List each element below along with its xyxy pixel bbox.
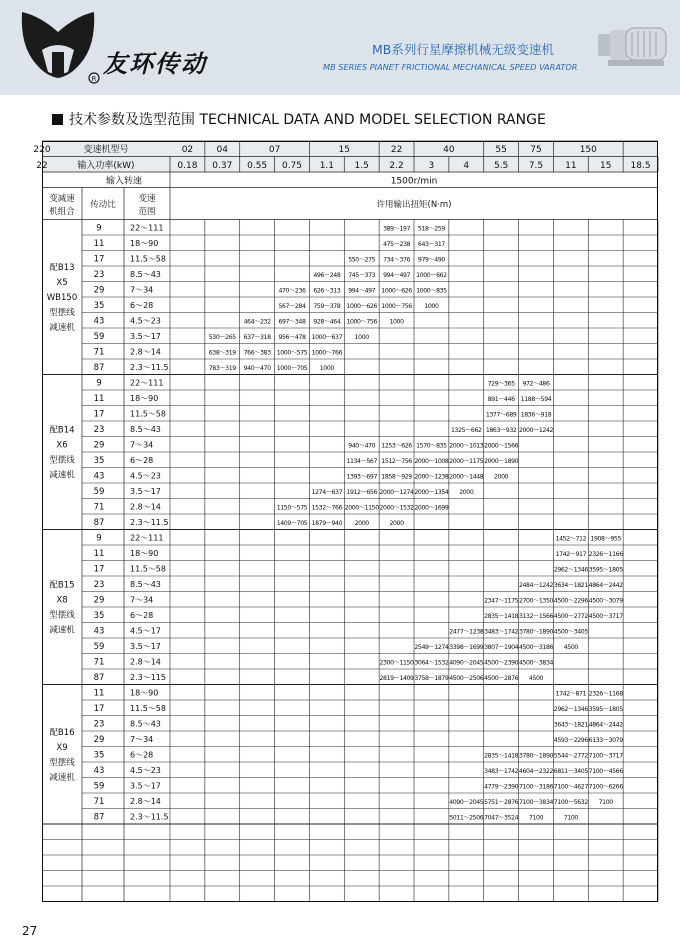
torque-cell: 1000～756 (346, 318, 377, 326)
torque-cell: 4090～2045 (449, 659, 484, 667)
group-label: 型摆线 (49, 610, 75, 621)
range-cell: 2.8～14 (130, 657, 161, 667)
model-value: 40 (443, 145, 455, 155)
torque-cell: 891～446 (487, 396, 515, 403)
range-cell: 2.8～14 (130, 502, 161, 512)
ratio-cell: 87 (93, 673, 105, 683)
torque-cell: 1188～594 (520, 396, 552, 403)
svg-text:R: R (91, 75, 97, 83)
torque-cell: 496～248 (313, 272, 341, 279)
group-label: WB150 (46, 293, 78, 303)
power-value: 1.5 (354, 161, 369, 171)
torque-cell: 2000～1274 (379, 489, 414, 496)
torque-cell: 4500～3186 (518, 644, 554, 651)
torque-cell: 697～348 (278, 318, 306, 326)
torque-cell: 3758～1879 (414, 675, 449, 682)
torque-cell: 4500 (528, 675, 544, 682)
ratio-cell: 23 (93, 270, 105, 280)
torque-cell: 5544～2772 (553, 752, 588, 760)
bullet-square-icon (52, 114, 63, 125)
power-value: 18.5 (630, 161, 651, 171)
speed-label: 输入转速 (105, 176, 143, 187)
group-label: 减速机 (49, 470, 75, 481)
torque-cell: 2549～1274 (414, 644, 449, 651)
torque-cell: 4090～2045 (449, 799, 484, 806)
section-title (52, 109, 546, 129)
power-value: 3 (428, 161, 435, 171)
range-cell: 4.5～23 (130, 471, 161, 481)
ratio-cell: 29 (93, 595, 105, 606)
torque-cell: 626～313 (313, 287, 341, 295)
torque-cell: 1253～626 (381, 442, 412, 450)
group-label: 配B14 (49, 425, 75, 436)
torque-cell: 7100～3834 (518, 799, 554, 806)
torque-cell: 7100 (598, 799, 613, 806)
torque-cell: 972～486 (522, 380, 550, 388)
torque-cell: 1000～626 (381, 287, 412, 295)
torque-cell: 2000 (354, 520, 369, 527)
torque-cell: 1134～567 (346, 458, 377, 465)
ratio-cell: 59 (93, 487, 105, 497)
torque-cell: 464～232 (243, 318, 271, 326)
ratio-cell: 71 (93, 502, 105, 513)
model-value: 02 (181, 145, 194, 155)
torque-cell: 1000 (389, 318, 404, 326)
power-value: 0.18 (177, 161, 198, 171)
combo-header-line1: 变减速 (49, 194, 75, 204)
torque-cell: 2000～1175 (449, 458, 484, 465)
range-cell: 7～34 (130, 595, 154, 605)
section-title-text: 技术参数及选型范围 TECHNICAL DATA AND MODEL SELECTION RANGE (69, 112, 546, 128)
group-label: 型摆线 (49, 308, 75, 318)
model-value: 04 (216, 145, 229, 155)
ratio-cell: 43 (93, 626, 105, 637)
ratio-cell: 87 (93, 363, 105, 373)
torque-cell: 7100～6266 (588, 783, 623, 791)
torque-cell: 766～383 (243, 349, 271, 357)
torque-cell: 637～318 (243, 334, 271, 341)
torque-cell: 2000～1890 (484, 458, 519, 465)
range-cell: 11.5～58 (130, 254, 166, 264)
range-cell: 3.5～17 (130, 781, 161, 791)
ratio-cell: 43 (93, 766, 105, 776)
model-value: 15 (338, 145, 351, 155)
group-label: 减速机 (49, 772, 75, 783)
torque-cell: 3483～1742 (484, 628, 519, 636)
ratio-cell: 11 (93, 688, 105, 699)
range-cell: 4.5～17 (130, 626, 161, 636)
group-label: 型摆线 (49, 455, 75, 466)
model-value: 07 (268, 145, 281, 155)
page-header (0, 0, 680, 95)
torque-cell: 1000～626 (346, 303, 377, 310)
ratio-cell: 59 (93, 332, 105, 342)
group-label: 减速机 (49, 625, 75, 636)
torque-cell: 4593～2296 (553, 737, 588, 744)
torque-cell: 7100 (563, 814, 578, 822)
model-value: 150 (579, 145, 597, 155)
torque-cell: 940～470 (243, 365, 271, 372)
range-cell: 22～111 (130, 533, 164, 543)
power-value: 7.5 (528, 161, 544, 171)
range-cell: 7～34 (130, 440, 154, 450)
range-cell: 2.3～11.5 (130, 812, 169, 822)
range-cell: 6～28 (130, 301, 154, 310)
range-cell: 8.5～43 (130, 580, 161, 589)
motor-product-icon (596, 22, 672, 74)
ratio-cell: 9 (96, 533, 102, 544)
torque-cell: 994～497 (383, 272, 411, 279)
ratio-cell: 11 (93, 239, 105, 249)
brand-name: 友环传动 (103, 49, 207, 78)
page-number: 27 (22, 924, 38, 938)
torque-cell: 1908～955 (590, 535, 621, 543)
torque-cell: 3132～1566 (518, 613, 554, 620)
range-cell: 18～90 (130, 239, 159, 248)
selection-table (33, 141, 658, 905)
ratio-cell: 23 (93, 719, 105, 730)
torque-cell: 1742～871 (555, 690, 587, 698)
torque-cell: 1000～835 (416, 287, 447, 295)
power-value: 11 (565, 161, 577, 171)
torque-cell: 3483～1742 (484, 768, 519, 775)
torque-cell: 745～373 (348, 272, 376, 279)
group-label: 配B15 (49, 580, 75, 591)
range-cell: 18～90 (130, 394, 159, 403)
range-cell: 2.8～14 (130, 347, 161, 357)
torque-cell: 2000～1008 (414, 458, 449, 465)
torque-cell: 4864～2442 (588, 582, 623, 589)
ratio-cell: 59 (93, 642, 105, 652)
torque-cell: 4604～2322 (518, 768, 554, 775)
torque-cell: 1452～712 (555, 535, 587, 543)
group-label: X8 (56, 595, 68, 606)
torque-cell: 2347～1175 (484, 597, 519, 605)
torque-cell: 475～238 (383, 241, 411, 248)
ratio-cell: 11 (93, 549, 105, 559)
range-cell: 7～34 (130, 285, 154, 295)
torque-cell: 4500～2296 (553, 597, 588, 605)
ratio-cell: 17 (93, 409, 105, 420)
ratio-cell: 43 (93, 316, 105, 327)
ratio-cell: 9 (96, 378, 102, 389)
ratio-cell: 29 (93, 440, 105, 451)
torque-cell: 2000～1566 (484, 442, 519, 450)
torque-cell: 3780～1890 (518, 752, 554, 760)
group-label: X6 (56, 440, 68, 451)
header-title-en: MB SERIES PIANET FRICTIONAL MECHANICAL SPEED VARATOR (323, 62, 578, 72)
range-cell: 18～90 (130, 688, 159, 698)
ratio-cell: 87 (93, 518, 105, 528)
torque-cell: 2835～1418 (484, 613, 519, 620)
torque-cell: 1000～705 (276, 365, 308, 372)
range-header-line1: 变速 (138, 194, 156, 204)
torque-cell: 7100～5632 (553, 799, 588, 806)
range-cell: 8.5～43 (130, 719, 161, 729)
torque-cell: 1000～756 (381, 303, 412, 310)
torque-cell: 4500 (563, 644, 578, 651)
range-cell: 8.5～43 (130, 425, 161, 434)
torque-cell: 3780～1890 (518, 628, 554, 636)
torque-cell: 389～197 (383, 225, 411, 233)
range-cell: 7～34 (130, 735, 154, 744)
torque-cell: 2484～1242 (518, 582, 554, 589)
range-cell: 4.5～23 (130, 316, 161, 326)
group-label: 型摆线 (49, 757, 75, 768)
power-value: 0.55 (247, 161, 268, 171)
ratio-cell: 71 (93, 347, 105, 358)
torque-cell: 940～470 (348, 442, 376, 450)
torque-cell: 550～275 (348, 256, 376, 264)
torque-cell: 567～284 (278, 303, 306, 310)
group-label: 减速机 (49, 323, 75, 333)
torque-cell: 1000 (424, 303, 439, 310)
torque-cell: 1325～662 (451, 427, 482, 434)
torque-cell: 2000～1354 (414, 489, 449, 496)
torque-cell: 4500～3717 (588, 613, 623, 620)
torque-cell: 1512～756 (381, 458, 412, 465)
torque-cell: 783～319 (208, 365, 236, 372)
power-label: 输入功率(kW) (77, 161, 135, 171)
torque-cell: 6811～3405 (553, 768, 588, 775)
ratio-cell: 17 (93, 254, 105, 265)
power-value: 0.75 (281, 161, 303, 171)
torque-cell: 3398～1699 (449, 644, 484, 651)
torque-cell: 979～490 (417, 256, 445, 264)
torque-cell: 2326～1168 (588, 690, 623, 698)
range-cell: 2.8～14 (130, 797, 161, 806)
torque-cell: 2000～1150 (344, 504, 379, 512)
torque-cell: 4500～3079 (588, 597, 623, 605)
torque-cell: 2000～1013 (449, 442, 484, 450)
power-value: 4 (463, 161, 470, 171)
ratio-cell: 11 (93, 394, 105, 404)
torque-cell: 1912～656 (346, 489, 377, 496)
torque-cell: 1879～940 (311, 520, 343, 527)
range-cell: 3.5～17 (130, 642, 161, 651)
torque-cell: 7100～4566 (588, 768, 623, 775)
group-label: 配B13 (49, 263, 75, 273)
torque-cell: 4500～2876 (484, 675, 519, 682)
torque-cell: 643～317 (417, 241, 445, 248)
torque-cell: 1863～932 (485, 427, 517, 434)
ratio-cell: 35 (93, 611, 105, 621)
torque-cell: 928～464 (313, 318, 341, 326)
ratio-cell: 59 (93, 781, 105, 792)
torque-cell: 2000～1448 (449, 473, 484, 481)
torque-cell: 2962～1346 (553, 566, 588, 574)
torque-cell: 759～378 (313, 303, 341, 310)
torque-cell: 3807～1904 (484, 644, 519, 651)
torque-cell: 2000 (389, 520, 404, 527)
torque-cell: 2962～1346 (553, 706, 588, 713)
model-value: 55 (495, 145, 507, 155)
ratio-cell: 35 (93, 301, 105, 311)
torque-cell: 1858～929 (381, 473, 412, 481)
torque-cell: 2819～1409 (379, 675, 414, 682)
torque-cell: 7100～3186 (518, 783, 554, 791)
torque-cell: 1742～917 (555, 551, 587, 558)
ratio-cell: 71 (93, 657, 105, 668)
torque-cell: 1150～575 (276, 504, 308, 512)
torque-cell: 729～365 (487, 380, 515, 388)
torque-cell: 1000～637 (311, 334, 343, 341)
torque-cell: 1836～918 (520, 411, 552, 419)
range-header-line2: 范围 (138, 207, 156, 217)
combo-header-line2: 机组合 (49, 207, 75, 217)
range-cell: 2.3～115 (130, 673, 166, 682)
torque-cell: 1000～575 (276, 349, 308, 357)
torque-cell: 1409～705 (276, 520, 308, 527)
torque-cell: 4779～2390 (484, 783, 519, 791)
range-cell: 22～111 (130, 378, 164, 388)
torque-cell: 1000 (319, 365, 334, 372)
range-cell: 18～90 (130, 549, 159, 558)
ratio-cell: 17 (93, 564, 105, 575)
group-label: X9 (56, 742, 68, 753)
torque-cell: 2000～1242 (518, 427, 554, 434)
ratio-cell: 35 (93, 456, 105, 466)
torque-cell: 1532～766 (311, 504, 343, 512)
torque-cell: 4500～2772 (553, 613, 588, 620)
torque-cell: 734～376 (383, 256, 411, 264)
ratio-cell: 71 (93, 797, 105, 807)
torque-cell: 3634～1821 (553, 582, 588, 589)
range-cell: 11.5～58 (130, 409, 166, 419)
torque-cell: 1377～689 (485, 411, 517, 419)
torque-cell: 994～497 (348, 287, 376, 295)
torque-cell: 4500～3405 (553, 628, 588, 636)
range-cell: 11.5～58 (130, 564, 166, 574)
power-value: 2.2 (389, 161, 404, 171)
range-cell: 11.5～58 (130, 704, 166, 713)
ratio-cell: 43 (93, 471, 105, 482)
ratio-cell: 23 (93, 580, 105, 590)
ratio-cell: 29 (93, 285, 105, 296)
torque-cell: 5751～2876 (484, 799, 519, 806)
range-cell: 4.5～23 (130, 766, 161, 775)
torque-header: 许用输出扭矩(N·m) (376, 200, 452, 210)
torque-cell: 4864～2442 (588, 721, 623, 729)
brand-logo-icon (16, 6, 100, 86)
torque-cell: 2000 (494, 473, 509, 481)
range-cell: 8.5～43 (130, 270, 161, 279)
ratio-cell: 87 (93, 812, 105, 823)
model-value: 220 (33, 145, 51, 155)
header-title-cn: MB系列行星摩擦机械无级变速机 (372, 42, 554, 57)
torque-cell: 518～259 (417, 225, 445, 233)
group-label: 配B16 (49, 727, 75, 738)
ratio-cell: 17 (93, 704, 105, 714)
torque-cell: 3595～1805 (588, 706, 623, 713)
torque-cell: 1000 (354, 334, 369, 341)
torque-cell: 3064～1532 (414, 659, 449, 667)
torque-cell: 638～319 (208, 349, 236, 357)
torque-cell: 1000～662 (416, 272, 447, 279)
range-cell: 2.3～11.5 (130, 363, 169, 372)
torque-cell: 1393～697 (346, 473, 377, 481)
torque-cell: 2000～1699 (414, 504, 449, 512)
torque-cell: 2000 (459, 489, 474, 496)
torque-cell: 2300～1150 (379, 659, 414, 667)
model-value: 75 (530, 145, 542, 155)
torque-cell: 470～236 (278, 287, 306, 295)
torque-cell: 6133～3079 (588, 737, 623, 744)
torque-cell: 2835～1418 (484, 752, 519, 760)
ratio-cell: 23 (93, 425, 105, 435)
torque-cell: 2326～1166 (588, 551, 623, 558)
torque-cell: 7100 (528, 814, 544, 822)
torque-cell: 3643～1821 (553, 721, 588, 729)
torque-cell: 1274～637 (311, 489, 343, 496)
torque-cell: 956～478 (278, 334, 306, 341)
torque-cell: 530～265 (208, 334, 236, 341)
torque-cell: 3595～1805 (588, 566, 623, 574)
ratio-cell: 29 (93, 735, 105, 745)
group-label: X5 (56, 278, 68, 288)
power-value: 22 (36, 161, 48, 171)
power-value: 0.37 (212, 161, 233, 171)
range-cell: 3.5～17 (130, 487, 161, 496)
range-cell: 22～111 (130, 223, 164, 233)
torque-cell: 7047～3524 (484, 814, 519, 822)
torque-cell: 5011～2506 (449, 814, 484, 822)
torque-cell: 4500～2390 (484, 659, 519, 667)
model-label: 变速机型号 (83, 145, 129, 155)
torque-cell: 4500～2506 (449, 675, 484, 682)
torque-cell: 7100～3717 (588, 752, 623, 760)
range-cell: 6～28 (130, 611, 154, 620)
model-value: 22 (390, 145, 403, 155)
ratio-cell: 9 (96, 223, 102, 234)
ratio-header: 传动比 (90, 200, 116, 210)
torque-cell: 7100～4627 (553, 783, 588, 791)
torque-cell: 4500～3834 (518, 659, 554, 667)
speed-value: 1500r/min (390, 176, 438, 187)
power-value: 1.1 (319, 161, 335, 171)
range-cell: 6～28 (130, 750, 154, 760)
torque-cell: 2700～1350 (518, 597, 554, 605)
torque-cell: 1570～835 (416, 442, 447, 450)
torque-cell: 1000～766 (311, 349, 343, 357)
range-cell: 2.3～11.5 (130, 518, 169, 527)
range-cell: 6～28 (130, 456, 154, 465)
ratio-cell: 35 (93, 750, 105, 761)
torque-cell: 2477～1238 (449, 628, 484, 636)
torque-cell: 2000～1238 (414, 473, 449, 481)
torque-cell: 2000～1532 (379, 504, 414, 512)
power-value: 5.5 (493, 161, 509, 171)
power-value: 15 (599, 161, 612, 171)
range-cell: 3.5～17 (130, 332, 161, 341)
